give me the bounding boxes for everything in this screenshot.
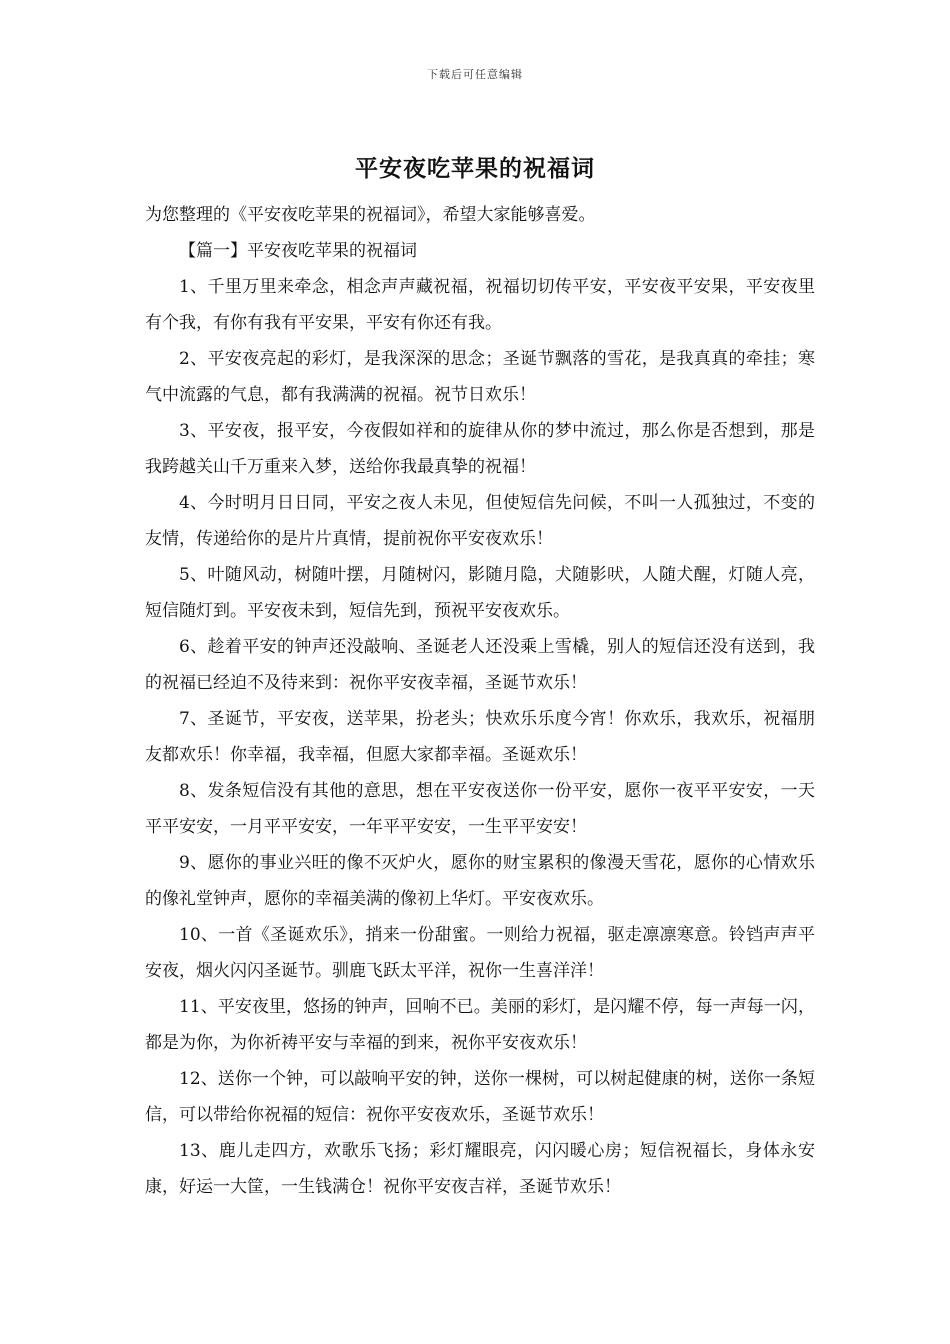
paragraph-1: 1、千里万里来牵念，相念声声藏祝福，祝福切切传平安，平安夜平安果，平安夜里有个我，有你有我有平安果，平安有你还有我。 xyxy=(145,277,815,333)
paragraph-2: 2、平安夜亮起的彩灯，是我深深的思念；圣诞节飘落的雪花，是我真真的牵挂；寒气中流露的气息，都有我满满的祝福。祝节日欢乐！ xyxy=(145,349,815,405)
paragraph-6: 6、趁着平安的钟声还没敲响、圣诞老人还没乘上雪橇，别人的短信还没有送到，我的祝福已经迫不及待来到：祝你平安夜幸福，圣诞节欢乐！ xyxy=(145,637,815,693)
paragraph-8: 8、发条短信没有其他的意思，想在平安夜送你一份平安，愿你一夜平平安安，一天平平安安，一月平平安安，一年平平安安，一生平平安安！ xyxy=(145,781,815,837)
paragraph-4: 4、今时明月日日同，平安之夜人未见，但使短信先问候，不叫一人孤独过，不变的友情，传递给你的是片片真情，提前祝你平安夜欢乐！ xyxy=(145,493,815,549)
intro-text: 为您整理的《平安夜吃苹果的祝福词》，希望大家能够喜爱。 xyxy=(145,205,596,225)
document-body xyxy=(145,197,815,1205)
paragraph-3: 3、平安夜，报平安，今夜假如祥和的旋律从你的梦中流过，那么你是否想到，那是我跨越关山千万重来入梦，送给你我最真挚的祝福！ xyxy=(145,421,815,477)
paragraph-10: 10、一首《圣诞欢乐》，捎来一份甜蜜。一则给力祝福，驱走凛凛寒意。铃铛声声平安夜，烟火闪闪圣诞节。驯鹿飞跃太平洋，祝你一生喜洋洋！ xyxy=(145,925,815,981)
paragraph-13: 13、鹿儿走四方，欢歌乐飞扬；彩灯耀眼亮，闪闪暖心房；短信祝福长，身体永安康，好运一大筐，一生钱满仓！祝你平安夜吉祥，圣诞节欢乐！ xyxy=(145,1141,815,1197)
paragraph-5: 5、叶随风动，树随叶摆，月随树闪，影随月隐，犬随影吠，人随犬醒，灯随人亮，短信随灯到。平安夜未到，短信先到，预祝平安夜欢乐。 xyxy=(145,565,815,621)
paragraph-9: 9、愿你的事业兴旺的像不灭炉火，愿你的财宝累积的像漫天雪花，愿你的心情欢乐的像礼堂钟声，愿你的幸福美满的像初上华灯。平安夜欢乐。 xyxy=(145,853,815,909)
paragraph-12: 12、送你一个钟，可以敲响平安的钟，送你一棵树，可以树起健康的树，送你一条短信，可以带给你祝福的短信：祝你平安夜欢乐，圣诞节欢乐！ xyxy=(145,1069,815,1125)
section-heading: 【篇一】平安夜吃苹果的祝福词 xyxy=(179,241,417,261)
paragraph-11: 11、平安夜里，悠扬的钟声，回响不已。美丽的彩灯，是闪耀不停，每一声每一闪，都是为你，为你祈祷平安与幸福的到来，祝你平安夜欢乐！ xyxy=(145,997,815,1053)
paragraph-7: 7、圣诞节，平安夜，送苹果，扮老头；快欢乐乐度今宵！你欢乐，我欢乐，祝福朋友都欢乐！你幸福，我幸福，但愿大家都幸福。圣诞欢乐！ xyxy=(145,709,815,765)
document-title: 平安夜吃苹果的祝福词 xyxy=(355,155,595,182)
header-note: 下载后可任意编辑 xyxy=(427,68,523,81)
